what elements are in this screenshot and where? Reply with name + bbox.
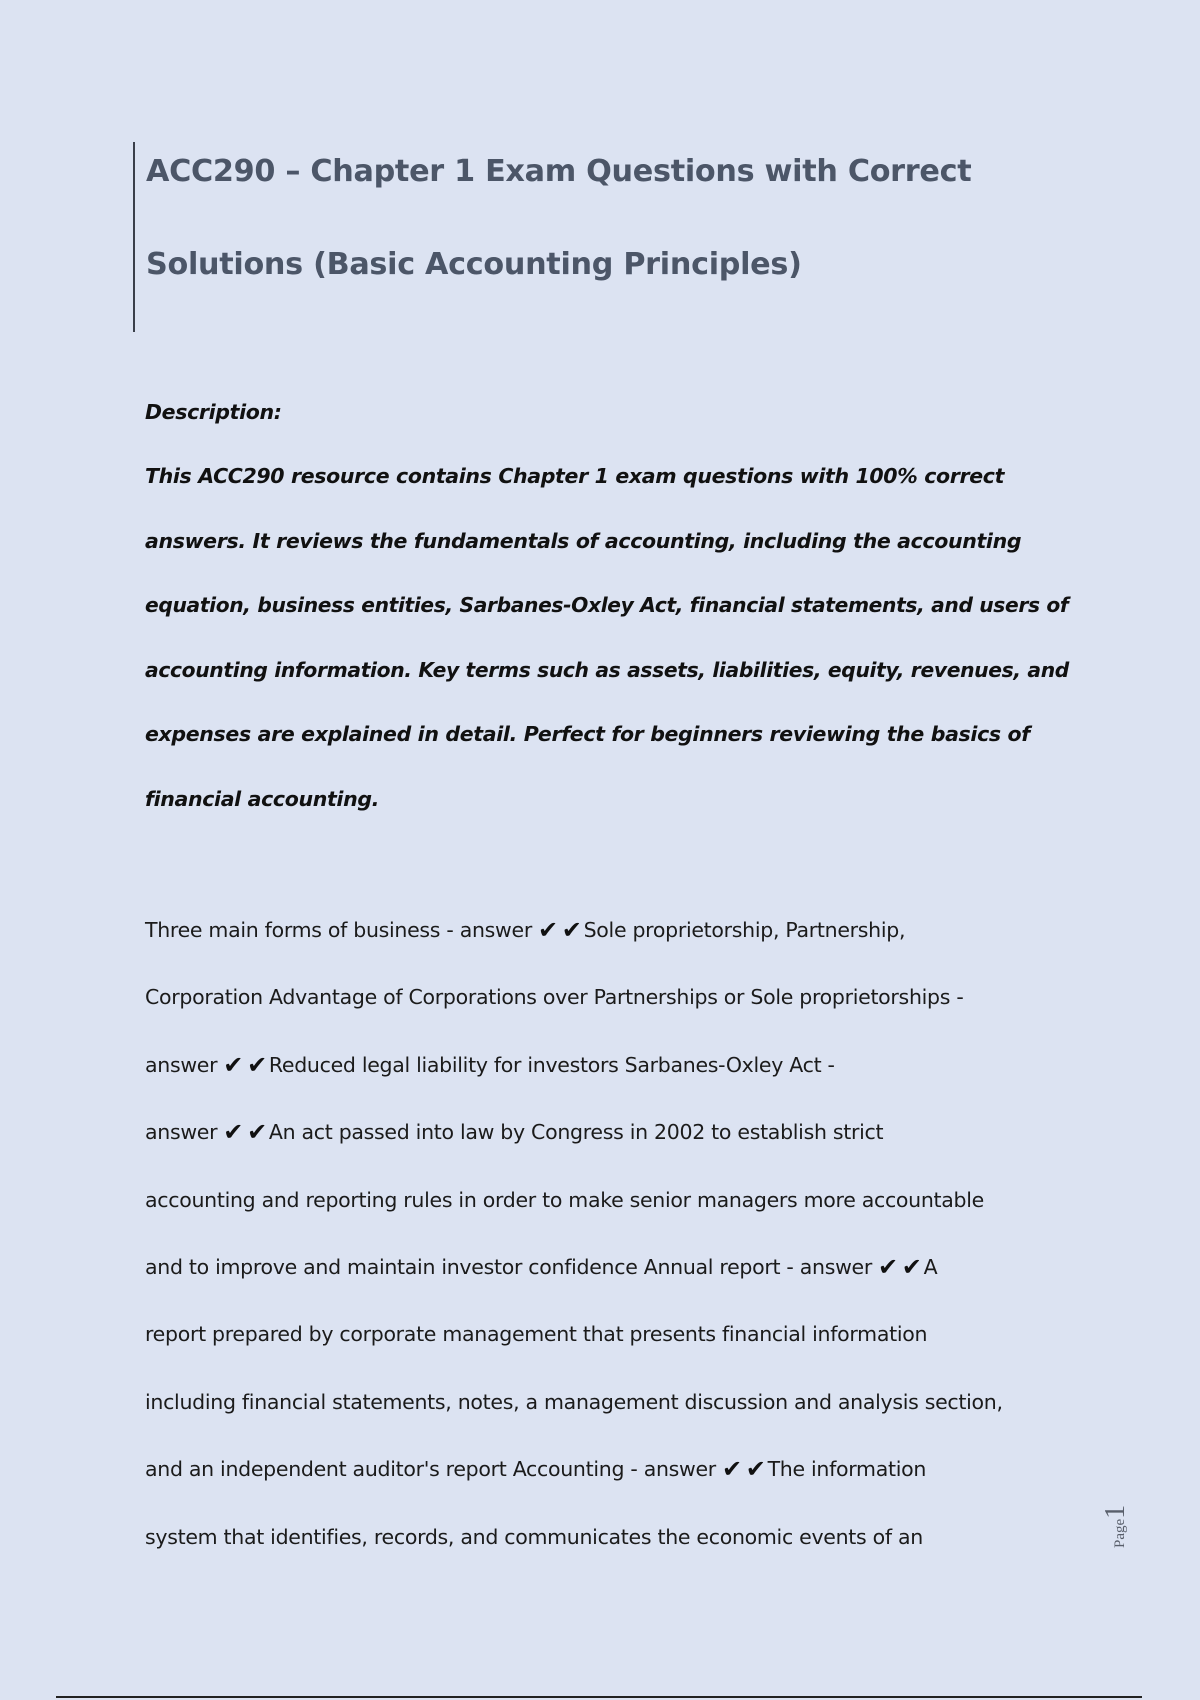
body-line-answer: The information bbox=[767, 1457, 927, 1482]
body-line-text: answer bbox=[145, 1120, 218, 1145]
body-line bbox=[145, 1504, 1065, 1571]
body-line-text: system that identifies, records, and communicates the economic events of an bbox=[145, 1524, 923, 1549]
footer-divider bbox=[56, 1696, 1142, 1698]
body-line-text: and an independent auditor's report Accounting - answer bbox=[145, 1457, 716, 1482]
body-line-answer: Sole proprietorship, Partnership, bbox=[583, 918, 906, 942]
body-line-answer: An act passed into law by Congress in 2002 to establish strict bbox=[268, 1120, 884, 1145]
checkmark-icon: ✔ bbox=[561, 916, 582, 944]
checkmark-icon: ✔ bbox=[745, 1455, 766, 1484]
title-line-2: Solutions (Basic Accounting Principles) bbox=[146, 247, 802, 282]
description-line: accounting information. Key terms such as assets, liabilities, equity, revenues, and bbox=[145, 657, 1069, 682]
description-line: expenses are explained in detail. Perfect for beginners reviewing the basics of bbox=[145, 722, 1030, 746]
checkmark-icon: ✔ bbox=[721, 1455, 742, 1484]
page-number-value: 1 bbox=[1100, 1504, 1131, 1519]
body-line-text: answer bbox=[145, 1052, 218, 1077]
description-line: This ACC290 resource contains Chapter 1 exam questions with 100% correct bbox=[145, 464, 1005, 488]
checkmark-icon: ✔ bbox=[537, 916, 558, 944]
description-section bbox=[145, 380, 1069, 831]
body-line bbox=[145, 1436, 1065, 1503]
body-line-answer: Reduced legal liability for investors Sarbanes-Oxley Act - bbox=[268, 1052, 835, 1077]
checkmark-icon: ✔ bbox=[247, 1050, 267, 1079]
body-line-answer: A bbox=[923, 1254, 938, 1279]
description-line: equation, business entities, Sarbanes-Oxley Act, financial statements, and users of bbox=[145, 593, 1069, 617]
document-title bbox=[133, 142, 1093, 332]
description-label: Description: bbox=[145, 400, 282, 424]
body-line bbox=[145, 1301, 1065, 1368]
description-line: answers. It reviews the fundamentals of accounting, including the accounting bbox=[145, 528, 1022, 553]
body-line-text: report prepared by corporate management that presents financial information bbox=[145, 1322, 928, 1347]
body-line-text: Three main forms of business - answer bbox=[145, 918, 532, 942]
title-line-1: ACC290 – Chapter 1 Exam Questions with Correct bbox=[146, 154, 972, 189]
body-line bbox=[145, 1234, 1065, 1301]
checkmark-icon: ✔ bbox=[223, 1118, 244, 1147]
checkmark-icon: ✔ bbox=[877, 1252, 898, 1281]
body-line-text: Corporation Advantage of Corporations over Partnerships or Sole proprietorships - bbox=[145, 985, 964, 1010]
body-line bbox=[145, 1032, 1065, 1099]
body-line bbox=[145, 1369, 1065, 1436]
body-line-text: accounting and reporting rules in order to make senior managers more accountable bbox=[145, 1187, 984, 1212]
question-answer-body bbox=[145, 897, 1065, 1571]
body-line-text: including financial statements, notes, a management discussion and analysis section, bbox=[145, 1389, 1003, 1414]
page-label: Page bbox=[1112, 1518, 1128, 1548]
body-line-text: and to improve and maintain investor confidence Annual report - answer bbox=[145, 1254, 872, 1279]
checkmark-icon: ✔ bbox=[247, 1118, 267, 1147]
body-line bbox=[145, 964, 1065, 1031]
page-number bbox=[1100, 1498, 1170, 1548]
checkmark-icon: ✔ bbox=[901, 1252, 922, 1281]
body-line bbox=[145, 1167, 1065, 1234]
checkmark-icon: ✔ bbox=[223, 1050, 244, 1079]
description-line: financial accounting. bbox=[145, 786, 380, 811]
body-line bbox=[145, 897, 1065, 964]
body-line bbox=[145, 1099, 1065, 1166]
